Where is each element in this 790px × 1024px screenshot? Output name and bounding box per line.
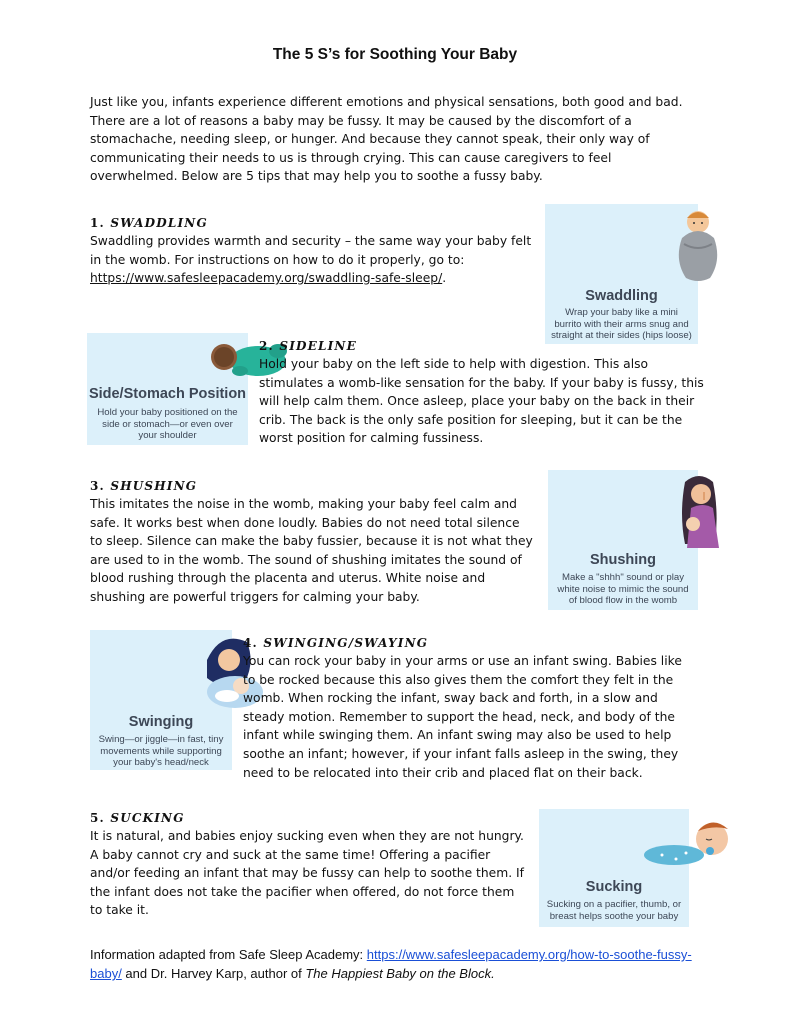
card-description: Hold your baby positioned on the side or stomach—or even over your shoulder — [97, 407, 238, 442]
section-body-shushing: This imitates the noise in the womb, making your baby feel calm and safe. It works best when done loudly. Babies do not need total silence to sleep. Silence can make the baby fussier, because it is not what they are used to in the womb. The sound of shushing imitates the sound of blood rushing through the placenta and uterus. White noise and shushing are powerful triggers for calming your baby. — [90, 497, 533, 604]
sucking-card — [539, 809, 689, 927]
card-title: Side/Stomach Position — [88, 386, 247, 402]
section-heading-swinging — [243, 636, 428, 650]
section-heading-swaddling — [90, 216, 208, 230]
swaddling-link[interactable]: https://www.safesleepacademy.org/swaddling-safe-sleep/ — [90, 271, 443, 286]
section-number: 5. — [90, 811, 105, 825]
intro-paragraph: Just like you, infants experience different emotions and physical sensations, both good and bad. There are a lot of reasons a baby may be fussy. It may be caused by the discomfort of a stomachache, needing sleep, or hunger. And because they cannot speak, their only way of communicating their needs to us is through crying. This can cause caregivers to feel overwhelmed. Below are 5 tips that may help you to soothe a fussy baby. — [90, 95, 683, 184]
mother-shushing-icon — [623, 470, 773, 552]
shushing-card — [548, 470, 698, 610]
swinging-card — [90, 630, 232, 770]
page-title: The 5 S’s for Soothing Your Baby — [272, 46, 518, 63]
footer-middle: and Dr. Harvey Karp, author of — [121, 966, 306, 981]
section-name: SWINGING/SWAYING — [263, 636, 429, 650]
card-title: Swinging — [128, 714, 194, 730]
section-heading-sucking — [90, 811, 185, 825]
section-body-sideline: Hold your baby on the left side to help with digestion. This also stimulates a womb-like sensation for the baby. If your baby is fussy, this will help calm them. Once asleep, place your baby on the back in their crib. The back is the only safe position for sleeping, but it can be the worst position for calming fussiness. — [259, 357, 704, 446]
source-footer — [90, 945, 720, 983]
section-number: 1. — [90, 216, 105, 230]
book-title: The Happiest Baby on the Block. — [305, 966, 495, 981]
card-description: Sucking on a pacifier, thumb, or breast helps soothe your baby — [546, 899, 682, 922]
card-description: Make a "shhh" sound or play white noise to mimic the sound of blood flow in the womb — [557, 572, 689, 607]
section-name: SUCKING — [110, 811, 185, 825]
link-suffix: . — [442, 271, 447, 286]
baby-with-pacifier-icon — [614, 809, 764, 875]
section-body-swaddling — [90, 232, 535, 288]
card-title: Swaddling — [585, 288, 658, 304]
footer-prefix: Information adapted from Safe Sleep Academy: — [90, 947, 367, 962]
swaddling-card — [545, 204, 698, 344]
section-heading-sideline — [259, 339, 357, 353]
section-body-sucking: It is natural, and babies enjoy sucking even when they are not hungry. A baby cannot cry and suck at the same time! Offering a pacifier and/or feeding an infant that may be fussy can help to soothe them. If the infant does not take the pacifier when offered, do not force them to take it. — [90, 829, 524, 918]
swaddled-baby-icon — [622, 204, 775, 294]
card-description: Wrap your baby like a mini burrito with their arms snug and straight at their sides (hips loose) — [551, 307, 692, 342]
side-stomach-card — [87, 333, 248, 445]
section-text: Swaddling provides warmth and security – the same way your baby felt in the womb. For instructions on how to do it properly, go to: — [90, 234, 532, 267]
section-name: SWADDLING — [110, 216, 208, 230]
section-number: 4. — [243, 636, 258, 650]
card-title: Shushing — [589, 552, 657, 568]
card-title: Sucking — [585, 879, 643, 895]
section-name: SHUSHING — [110, 479, 198, 493]
section-body-swinging: You can rock your baby in your arms or use an infant swing. Babies like to be rocked because this also gives them the comfort they felt in the womb. When rocking the infant, sway back and forth, in a slow and steady motion. Remember to support the head, neck, and body of the infant while swinging them. An infant swing may also be used to help soothe an infant; however, if your infant falls asleep in the swing, they need to be relocated into their crib and placed flat on their back. — [243, 654, 682, 780]
footer-link[interactable]: https://www.safesleepacademy.org/how-to-soothe-fussy-baby/ — [90, 947, 692, 981]
card-description: Swing—or jiggle—in fast, tiny movements while supporting your baby's head/neck — [98, 734, 224, 769]
section-number: 2. — [259, 339, 274, 353]
section-heading-shushing — [90, 479, 197, 493]
section-name: SIDELINE — [279, 339, 357, 353]
section-number: 3. — [90, 479, 105, 493]
